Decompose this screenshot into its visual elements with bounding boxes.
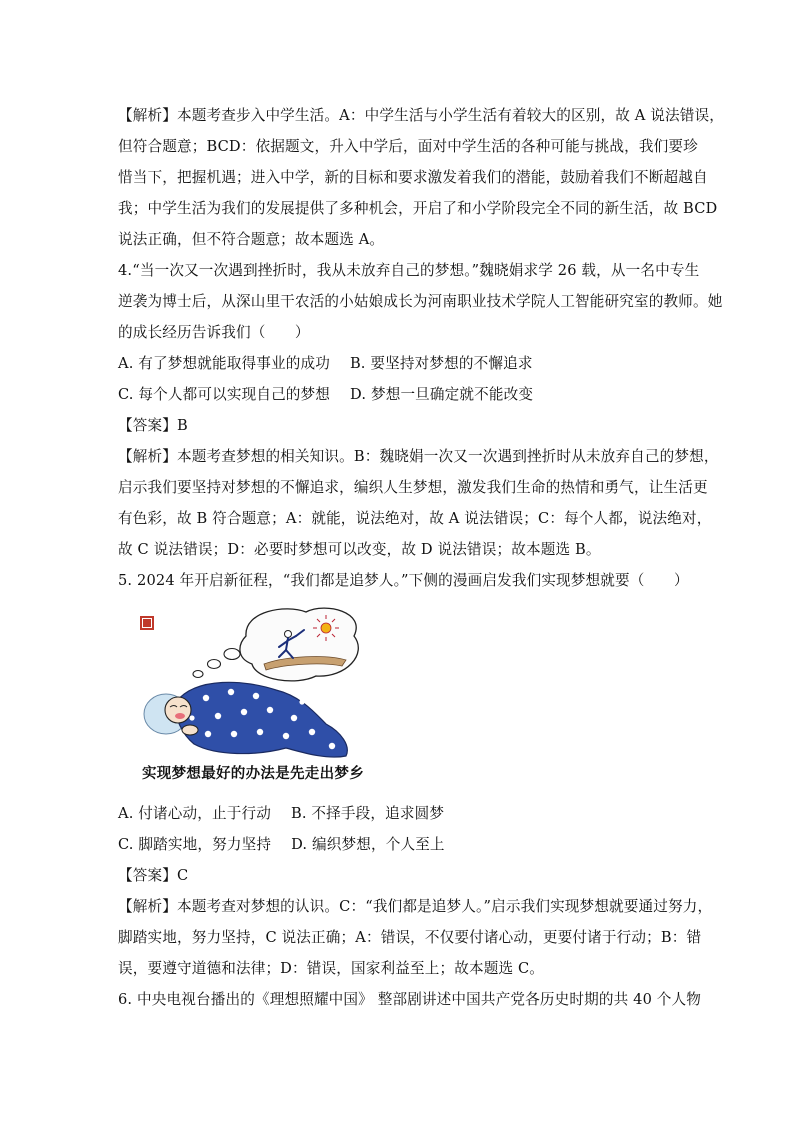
q4-answer: 【答案】B — [118, 417, 188, 434]
q4-option-d[interactable]: D. 梦想一旦确定就不能改变 — [350, 386, 534, 403]
q4-analysis-line: 启示我们要坚持对梦想的不懈追求，编织人生梦想，激发我们生命的热情和勇气，让生活更 — [118, 479, 708, 496]
document-page — [118, 100, 724, 1015]
question-4-line: 的成长经历告诉我们（ ） — [118, 324, 310, 341]
analysis-line: 但符合题意；BCD：依据题文，升入中学后，面对中学生活的各种可能与挑战，我们要珍 — [118, 138, 698, 155]
cartoon-caption: 实现梦想最好的办法是先走出梦乡 — [142, 766, 364, 782]
q4-options-row-1 — [118, 348, 678, 379]
question-5-line: 5. 2024 年开启新征程，“我们都是追梦人。”下侧的漫画启发我们实现梦想就要（ ） — [118, 572, 689, 589]
q5-options-row-2 — [118, 829, 678, 860]
q4-analysis-line: 有色彩，故 B 符合题意；A：就能，说法绝对，故 A 说法错误；C：每个人都，说法绝对， — [118, 510, 712, 527]
q4-options-row-2 — [118, 379, 678, 410]
q5-analysis-line: 【解析】本题考查对梦想的认识。C：“我们都是追梦人。”启示我们实现梦想就要通过努力， — [118, 898, 713, 915]
q5-analysis-line: 误，要遵守道德和法律；D：错误，国家利益至上；故本题选 C。 — [118, 960, 545, 977]
analysis-line: 说法正确，但不符合题意；故本题选 A。 — [118, 231, 385, 248]
q4-option-a[interactable]: A. 有了梦想就能取得事业的成功 — [118, 355, 330, 372]
q5-option-d[interactable]: D. 编织梦想，个人至上 — [291, 836, 445, 853]
q4-analysis-line: 【解析】本题考查梦想的相关知识。B：魏晓娟一次又一次遇到挫折时从未放弃自己的梦想， — [118, 448, 719, 465]
cartoon-figure — [136, 606, 396, 786]
analysis-line: 惜当下，把握机遇；进入中学，新的目标和要求激发着我们的潜能，鼓励着我们不断超越自 — [118, 169, 708, 186]
analysis-line: 我；中学生活为我们的发展提供了多种机会，开启了和小学阶段完全不同的新生活，故 BCD — [118, 200, 718, 217]
q4-option-c[interactable]: C. 每个人都可以实现自己的梦想 — [118, 386, 331, 403]
q5-options-row-1 — [118, 798, 678, 829]
question-6-line: 6. 中央电视台播出的《理想照耀中国》 整部剧讲述中国共产党各历史时期的共 40 个人物 — [118, 991, 702, 1008]
q4-option-b[interactable]: B. 要坚持对梦想的不懈追求 — [349, 355, 533, 372]
sleeper-head — [165, 697, 191, 723]
analysis-line: 【解析】本题考查步入中学生活。A：中学生活与小学生活有着较大的区别，故 A 说法错误， — [118, 107, 724, 124]
q4-analysis-line: 故 C 说法错误；D：必要时梦想可以改变，故 D 说法错误；故本题选 B。 — [118, 541, 601, 558]
q5-option-a[interactable]: A. 付诸心动，止于行动 — [118, 805, 271, 822]
question-4-line: 4.“当一次又一次遇到挫折时，我从未放弃自己的梦想。”魏晓娟求学 26 载，从一名中专生 — [118, 262, 700, 279]
question-4-line: 逆袭为博士后，从深山里干农活的小姑娘成长为河南职业技术学院人工智能研究室的教师。她 — [118, 293, 723, 310]
blanket — [176, 682, 348, 757]
q5-answer: 【答案】C — [118, 867, 189, 884]
cartoon-illustration — [136, 606, 396, 786]
q5-option-c[interactable]: C. 脚踏实地，努力坚持 — [118, 836, 272, 853]
q5-option-b[interactable]: B. 不择手段，追求圆梦 — [290, 805, 445, 822]
q5-analysis-line: 脚踏实地，努力坚持，C 说法正确；A：错误，不仅要付诸心动，更要付诸于行动；B：错 — [118, 929, 702, 946]
dream-bubble — [240, 608, 358, 681]
